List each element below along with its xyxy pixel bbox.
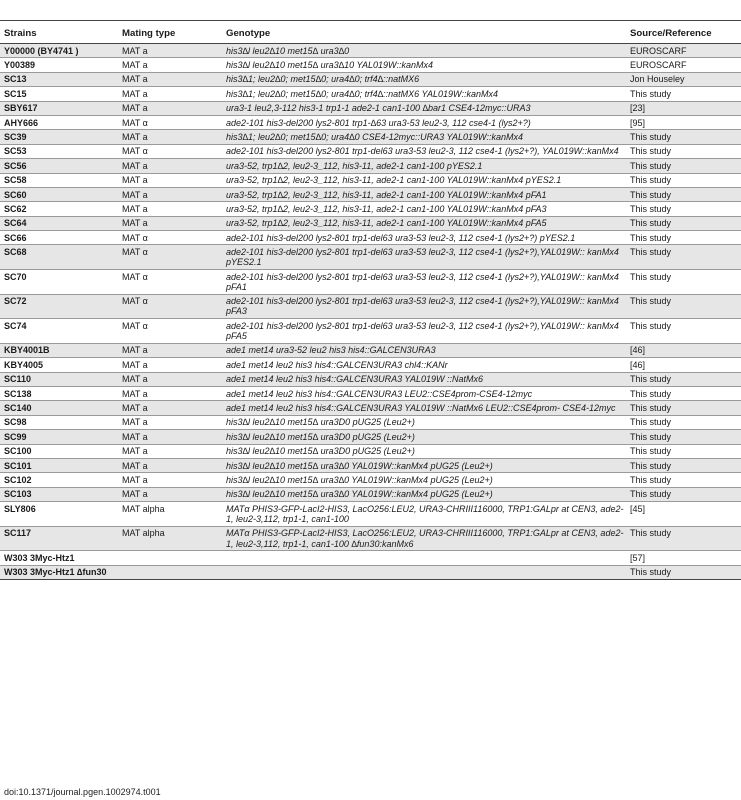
source-cell: This study (626, 159, 741, 173)
genotype-cell: ade2-101 his3-del200 lys2-801 trp1-∆63 ura3-53 leu2-3, 112 cse4-1 (lys2+?) (222, 115, 626, 129)
mating-type-cell: MAT a (118, 372, 222, 386)
mating-type-cell: MAT a (118, 130, 222, 144)
source-cell: EUROSCARF (626, 44, 741, 58)
source-cell: This study (626, 526, 741, 551)
genotype-cell (222, 551, 626, 565)
table-row (0, 487, 741, 501)
genotype-cell: ade2-101 his3-del200 lys2-801 trp1-del63 ura3-53 leu2-3, 112 cse4-1 (lys2+?) pYES2.1 (222, 231, 626, 245)
source-cell: This study (626, 319, 741, 344)
strain-cell: SLY806 (0, 502, 118, 527)
strain-cell: SC56 (0, 159, 118, 173)
mating-type-cell: MAT a (118, 202, 222, 216)
mating-type-cell: MAT a (118, 401, 222, 415)
table-row (0, 551, 741, 565)
source-cell: This study (626, 372, 741, 386)
genotype-cell: MATα PHIS3-GFP-LacI2-HIS3, LacO256:LEU2, URA3-CHRIII116000, TRP1:GALpr at CEN3, ade2-1, leu2-3,112, trp1-1, can1-100 ∆fun30:kanMx6 (222, 526, 626, 551)
strain-cell: SC72 (0, 294, 118, 319)
source-cell: This study (626, 444, 741, 458)
mating-type-cell: MAT a (118, 430, 222, 444)
mating-type-cell: MAT a (118, 173, 222, 187)
table-row (0, 187, 741, 201)
table-row (0, 372, 741, 386)
mating-type-cell: MAT α (118, 115, 222, 129)
table-row (0, 231, 741, 245)
table-row (0, 173, 741, 187)
strain-cell: AHY666 (0, 115, 118, 129)
strain-cell: SC39 (0, 130, 118, 144)
mating-type-cell: MAT α (118, 270, 222, 295)
strain-cell: SC101 (0, 458, 118, 472)
source-cell: [23] (626, 101, 741, 115)
mating-type-cell: MAT a (118, 387, 222, 401)
table-row (0, 343, 741, 357)
source-cell: This study (626, 202, 741, 216)
table-row (0, 430, 741, 444)
source-cell: [45] (626, 502, 741, 527)
genotype-cell: his3∆1; leu2∆0; met15∆0; ura4∆0; trf4∆::natMX6 (222, 72, 626, 86)
strain-cell: SC99 (0, 430, 118, 444)
mating-type-cell: MAT α (118, 294, 222, 319)
table-row (0, 294, 741, 319)
table-row (0, 58, 741, 72)
source-cell: This study (626, 144, 741, 158)
genotype-cell: ade2-101 his3-del200 lys2-801 trp1-del63 ura3-53 leu2-3, 112 cse4-1 (lys2+?),YAL019W:: kanMx4 pYES2.1 (222, 245, 626, 270)
mating-type-cell: MAT alpha (118, 502, 222, 527)
genotype-cell: his3∆1; leu2∆0; met15∆0; ura4∆0; trf4∆::natMX6 YAL019W::kanMx4 (222, 87, 626, 101)
genotype-cell: ade1 met14 leu2 his3 his4::GALCEN3URA3 YAL019W ::NatMx6 (222, 372, 626, 386)
header-strains: Strains (0, 22, 118, 44)
source-cell: This study (626, 187, 741, 201)
strain-cell: SC100 (0, 444, 118, 458)
source-cell: This study (626, 565, 741, 579)
table-row (0, 502, 741, 527)
source-cell: This study (626, 87, 741, 101)
genotype-cell: ura3-52, trp1∆2, leu2-3_112, his3-11, ade2-1 can1-100 YAL019W::kanMx4 pFA1 (222, 187, 626, 201)
mating-type-cell: MAT a (118, 444, 222, 458)
doi-footer: doi:10.1371/journal.pgen.1002974.t001 (4, 787, 161, 797)
mating-type-cell: MAT a (118, 487, 222, 501)
strain-cell: Y00389 (0, 58, 118, 72)
mating-type-cell: MAT a (118, 473, 222, 487)
strain-cell: SC102 (0, 473, 118, 487)
mating-type-cell: MAT a (118, 72, 222, 86)
source-cell: [95] (626, 115, 741, 129)
table-row (0, 115, 741, 129)
genotype-cell: his3∆l leu2∆10 met15∆ ura3∆0 YAL019W::kanMx4 pUG25 (Leu2+) (222, 473, 626, 487)
genotype-cell: his3∆l leu2∆10 met15∆ ura3D0 pUG25 (Leu2+) (222, 430, 626, 444)
source-cell: This study (626, 173, 741, 187)
mating-type-cell (118, 565, 222, 579)
genotype-cell: ade1 met14 leu2 his3 his4::GALCEN3URA3 LEU2::CSE4prom-CSE4-12myc (222, 387, 626, 401)
mating-type-cell: MAT a (118, 44, 222, 58)
source-cell: This study (626, 401, 741, 415)
table-row (0, 319, 741, 344)
source-cell: This study (626, 458, 741, 472)
mating-type-cell: MAT a (118, 187, 222, 201)
table-row (0, 130, 741, 144)
source-cell: This study (626, 487, 741, 501)
genotype-cell: ura3-52, trp1∆2, leu2-3_112, his3-11, ade2-1 can1-100 pYES2.1 (222, 159, 626, 173)
genotype-cell: ura3-52, trp1∆2, leu2-3_112, his3-11, ade2-1 can1-100 YAL019W::kanMx4 pYES2.1 (222, 173, 626, 187)
source-cell: [57] (626, 551, 741, 565)
genotype-cell: his3∆l leu2∆10 met15∆ ura3∆0 YAL019W::kanMx4 pUG25 (Leu2+) (222, 458, 626, 472)
table-row (0, 358, 741, 372)
table-row (0, 458, 741, 472)
genotype-cell (222, 565, 626, 579)
strain-cell: SC117 (0, 526, 118, 551)
strain-cell: SC64 (0, 216, 118, 230)
mating-type-cell: MAT a (118, 101, 222, 115)
genotype-cell: ura3-52, trp1∆2, leu2-3_112, his3-11, ade2-1 can1-100 YAL019W::kanMx4 pFA3 (222, 202, 626, 216)
table-row (0, 245, 741, 270)
table-row (0, 101, 741, 115)
strain-cell: SC103 (0, 487, 118, 501)
source-cell: This study (626, 415, 741, 429)
source-cell: This study (626, 473, 741, 487)
strain-cell: SC110 (0, 372, 118, 386)
table-row (0, 44, 741, 58)
genotype-cell: his3∆l leu2∆10 met15∆ ura3∆0 (222, 44, 626, 58)
genotype-cell: MATα PHIS3-GFP-LacI2-HIS3, LacO256:LEU2, URA3-CHRIII116000, TRP1:GALpr at CEN3, ade2-1, leu2-3,112, trp1-1, can1-100 (222, 502, 626, 527)
strain-cell: SC140 (0, 401, 118, 415)
mating-type-cell: MAT a (118, 415, 222, 429)
genotype-cell: ade1 met14 leu2 his3 his4::GALCEN3URA3 chl4::KANr (222, 358, 626, 372)
header-source-reference: Source/Reference (626, 22, 741, 44)
mating-type-cell: MAT a (118, 58, 222, 72)
mating-type-cell: MAT α (118, 144, 222, 158)
mating-type-cell: MAT a (118, 458, 222, 472)
genotype-cell: ade1 met14 ura3-52 leu2 his3 his4::GALCEN3URA3 (222, 343, 626, 357)
table-row (0, 473, 741, 487)
source-cell: Jon Houseley (626, 72, 741, 86)
table-top-rule (0, 0, 741, 21)
genotype-cell: ade2-101 his3-del200 lys2-801 trp1-del63 ura3-53 leu2-3, 112 cse4-1 (lys2+?), YAL019W::kanMx4 (222, 144, 626, 158)
table-body (0, 44, 741, 580)
source-cell: This study (626, 216, 741, 230)
mating-type-cell: MAT a (118, 159, 222, 173)
strains-table (0, 22, 741, 580)
genotype-cell: ade2-101 his3-del200 lys2-801 trp1-del63 ura3-53 leu2-3, 112 cse4-1 (lys2+?),YAL019W:: kanMx4 pFA5 (222, 319, 626, 344)
strain-cell: SC53 (0, 144, 118, 158)
strain-cell: SC138 (0, 387, 118, 401)
strain-cell: SC66 (0, 231, 118, 245)
header-mating-type: Mating type (118, 22, 222, 44)
mating-type-cell: MAT α (118, 319, 222, 344)
mating-type-cell: MAT α (118, 231, 222, 245)
table-row (0, 401, 741, 415)
source-cell: This study (626, 430, 741, 444)
table-row (0, 216, 741, 230)
genotype-cell: his3∆l leu2∆10 met15∆ ura3D0 pUG25 (Leu2+) (222, 415, 626, 429)
genotype-cell: his3∆l leu2∆10 met15∆ ura3∆10 YAL019W::kanMx4 (222, 58, 626, 72)
source-cell: This study (626, 130, 741, 144)
strain-cell: W303 3Myc-Htz1 (0, 551, 118, 565)
source-cell: [46] (626, 343, 741, 357)
genotype-cell: ura3-1 leu2,3-112 his3-1 trp1-1 ade2-1 can1-100 ∆bar1 CSE4-12myc::URA3 (222, 101, 626, 115)
strain-cell: KBY4005 (0, 358, 118, 372)
table-row (0, 444, 741, 458)
table-row (0, 87, 741, 101)
mating-type-cell: MAT alpha (118, 526, 222, 551)
table-row (0, 415, 741, 429)
table-row (0, 526, 741, 551)
strain-cell: SC58 (0, 173, 118, 187)
mating-type-cell (118, 551, 222, 565)
strain-cell: SC60 (0, 187, 118, 201)
mating-type-cell: MAT a (118, 87, 222, 101)
genotype-cell: his3∆l leu2∆10 met15∆ ura3D0 pUG25 (Leu2+) (222, 444, 626, 458)
genotype-cell: his3∆l leu2∆10 met15∆ ura3∆0 YAL019W::kanMx4 pUG25 (Leu2+) (222, 487, 626, 501)
source-cell: This study (626, 387, 741, 401)
genotype-cell: ade2-101 his3-del200 lys2-801 trp1-del63 ura3-53 leu2-3, 112 cse4-1 (lys2+?),YAL019W:: kanMx4 pFA3 (222, 294, 626, 319)
header-genotype: Genotype (222, 22, 626, 44)
table-row (0, 72, 741, 86)
strain-cell: SC13 (0, 72, 118, 86)
table-row (0, 387, 741, 401)
strain-cell: SC15 (0, 87, 118, 101)
table-row (0, 144, 741, 158)
strain-cell: SC98 (0, 415, 118, 429)
table-header-row (0, 22, 741, 44)
strain-cell: SC70 (0, 270, 118, 295)
table-row (0, 565, 741, 579)
strain-cell: W303 3Myc-Htz1 ∆fun30 (0, 565, 118, 579)
source-cell: [46] (626, 358, 741, 372)
genotype-cell: ade2-101 his3-del200 lys2-801 trp1-del63 ura3-53 leu2-3, 112 cse4-1 (lys2+?),YAL019W:: kanMx4 pFA1 (222, 270, 626, 295)
source-cell: This study (626, 270, 741, 295)
mating-type-cell: MAT a (118, 343, 222, 357)
source-cell: EUROSCARF (626, 58, 741, 72)
strain-cell: SBY617 (0, 101, 118, 115)
strain-cell: SC68 (0, 245, 118, 270)
mating-type-cell: MAT a (118, 216, 222, 230)
source-cell: This study (626, 294, 741, 319)
table-row (0, 270, 741, 295)
mating-type-cell: MAT a (118, 358, 222, 372)
genotype-cell: ura3-52, trp1∆2, leu2-3_112, his3-11, ade2-1 can1-100 YAL019W::kanMx4 pFA5 (222, 216, 626, 230)
mating-type-cell: MAT α (118, 245, 222, 270)
genotype-cell: his3∆1; leu2∆0; met15∆0; ura4∆0 CSE4-12myc::URA3 YAL019W::kanMx4 (222, 130, 626, 144)
genotype-cell: ade1 met14 leu2 his3 his4::GALCEN3URA3 YAL019W ::NatMx6 LEU2::CSE4prom- CSE4-12myc (222, 401, 626, 415)
strain-cell: Y00000 (BY4741 ) (0, 44, 118, 58)
source-cell: This study (626, 231, 741, 245)
table-row (0, 159, 741, 173)
strain-cell: KBY4001B (0, 343, 118, 357)
table-row (0, 202, 741, 216)
strain-cell: SC62 (0, 202, 118, 216)
source-cell: This study (626, 245, 741, 270)
strain-cell: SC74 (0, 319, 118, 344)
